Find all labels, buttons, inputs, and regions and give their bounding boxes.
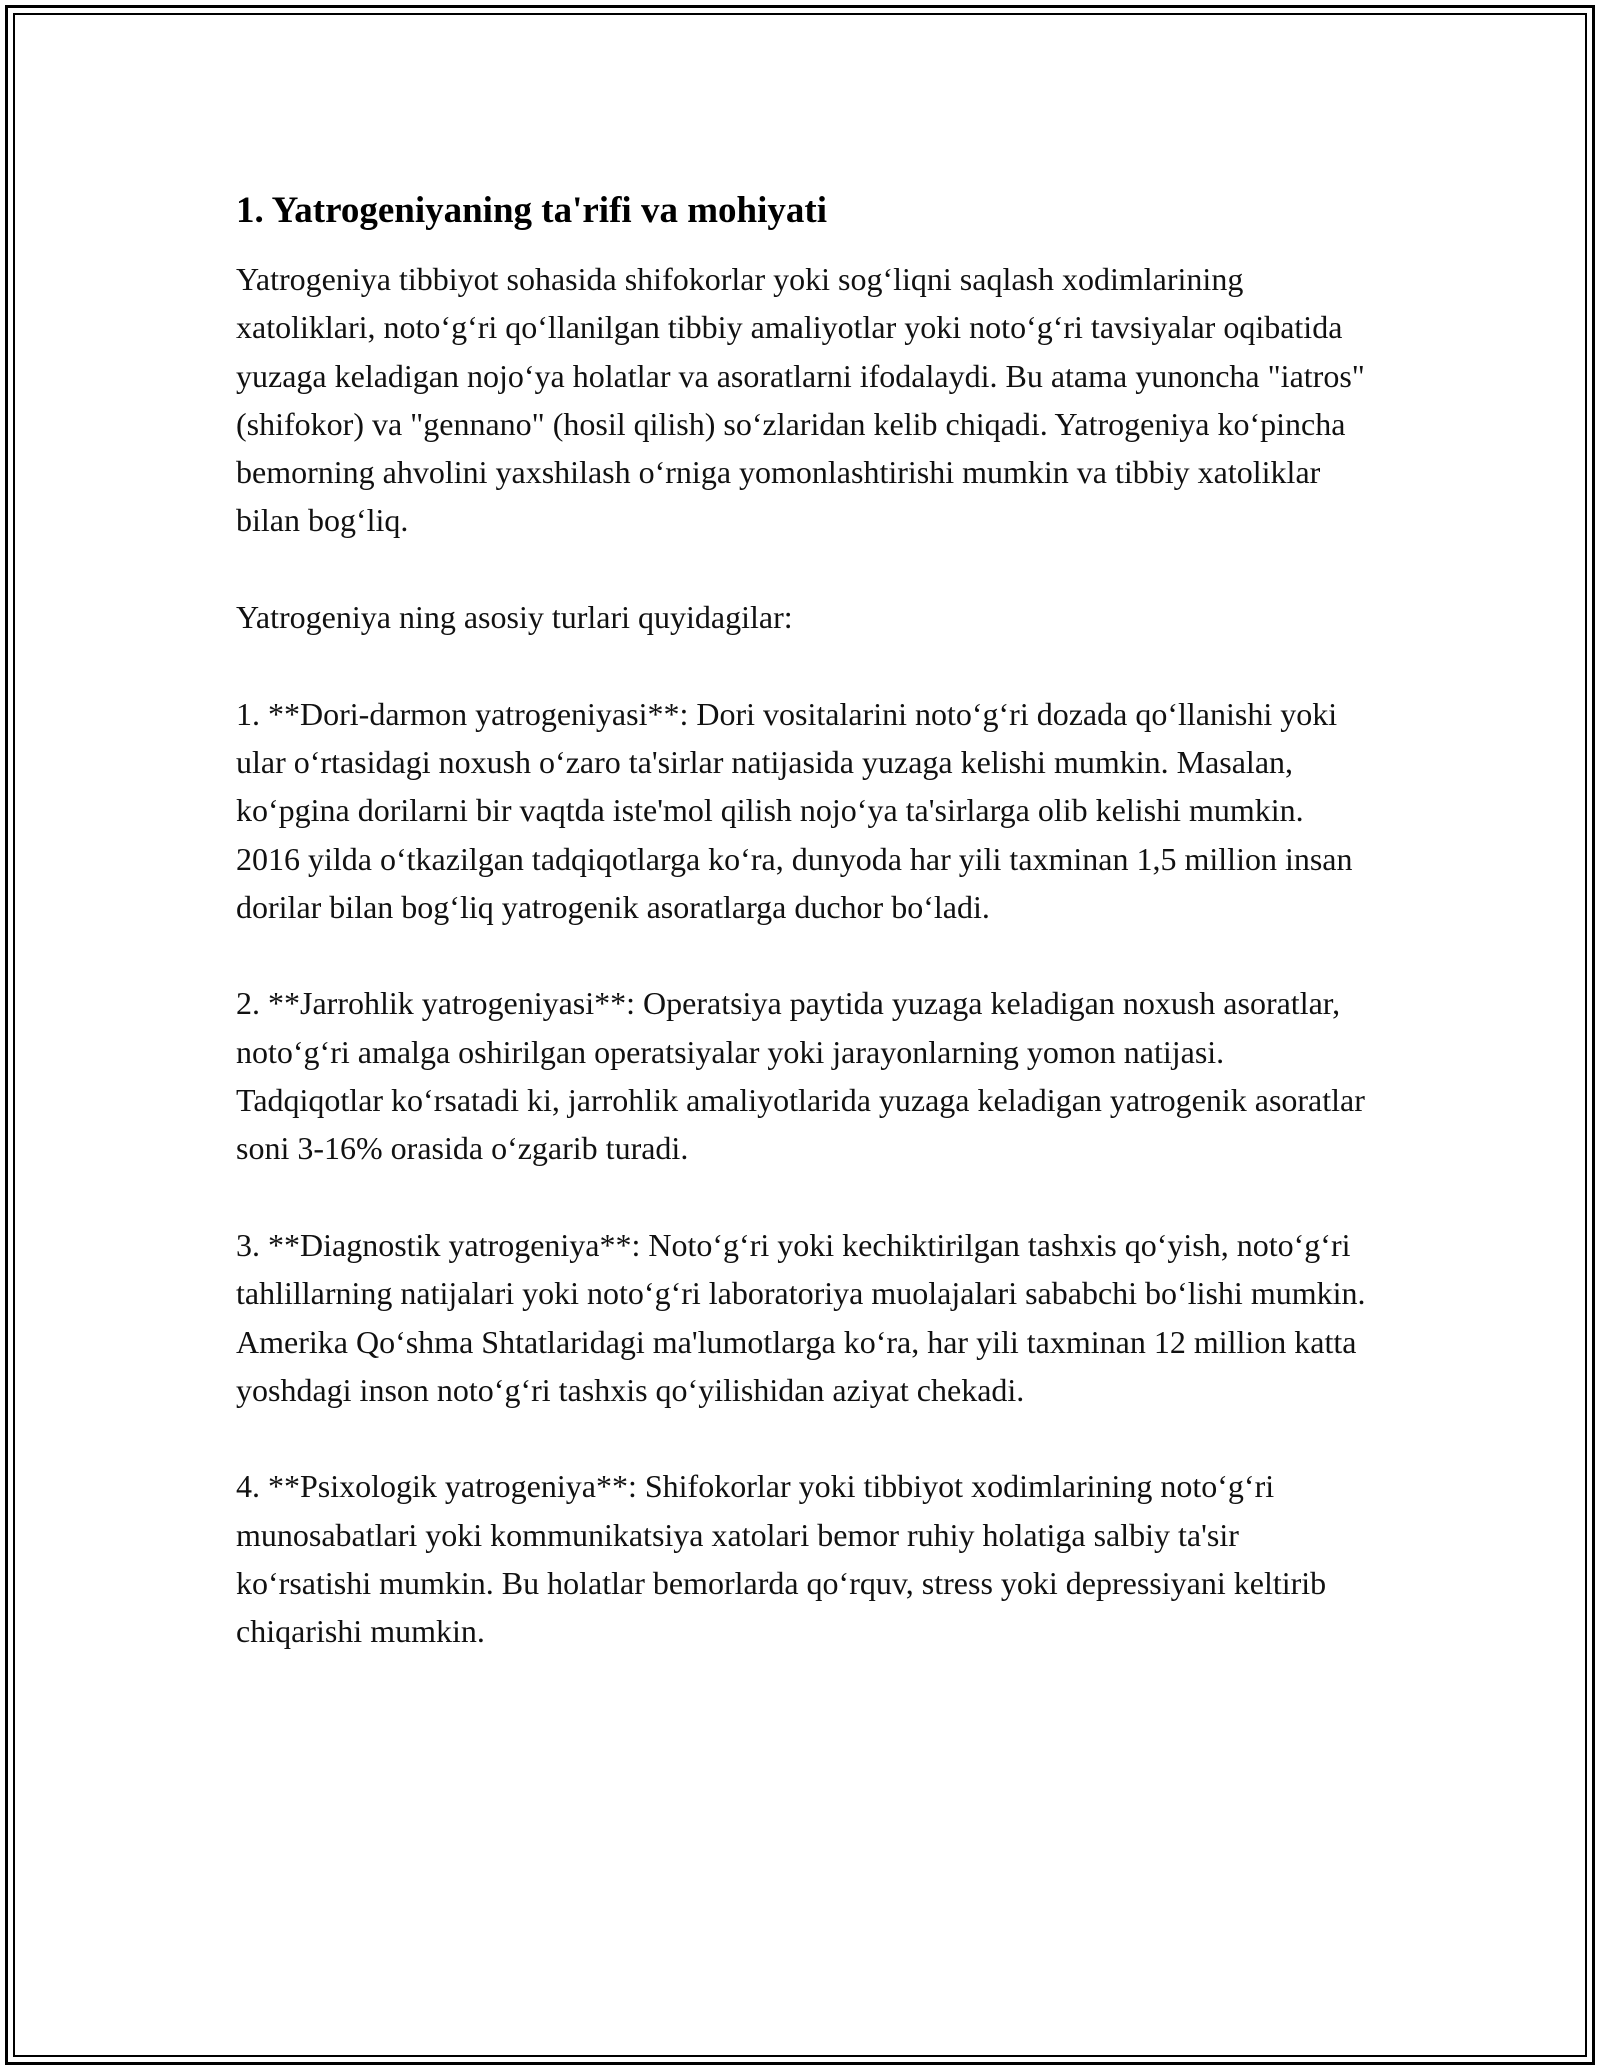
type-item-drug: 1. **Dori-darmon yatrogeniyasi**: Dori vositalarini noto‘g‘ri dozada qo‘llanishi yoki ular o‘rtasidagi noxush o‘zaro ta'sirlar natijasida yuzaga kelishi mumkin. Masalan, ko‘pgina dorilarni bir vaqtda iste'mol qilish nojo‘ya ta'sirlarga olib kelishi mumkin. 2016 yilda o‘tkazilgan tadqiqotlarga ko‘ra, dunyoda har yili taxminan 1,5 million insan dorilar bilan bog‘liq yatrogenik asoratlarga duchor bo‘ladi. xyxy=(236,695,1353,925)
type-item-surgical: 2. **Jarrohlik yatrogeniyasi**: Operatsiya paytida yuzaga keladigan noxush asoratlar, noto‘g‘ri amalga oshirilgan operatsiyalar yoki jarayonlarning yomon natijasi. Tadqiqotlar ko‘rsatadi ki, jarrohlik amaliyotlarida yuzaga keladigan yatrogenik asoratlar soni 3-16% orasida o‘zgarib turadi. xyxy=(236,985,1365,1167)
type-item-diagnostic: 3. **Diagnostik yatrogeniya**: Noto‘g‘ri yoki kechiktirilgan tashxis qo‘yish, noto‘g‘ri tahlillarning natijalari yoki noto‘g‘ri laboratoriya muolajalari sababchi bo‘lishi mumkin. Amerika Qo‘shma Shtatlaridagi ma'lumotlarga ko‘ra, har yili taxminan 12 million katta yoshdagi inson noto‘g‘ri tashxis qo‘yilishidan aziyat chekadi. xyxy=(236,1226,1366,1408)
document-body xyxy=(236,185,1366,1704)
types-lead-paragraph: Yatrogeniya ning asosiy turlari quyidagilar: xyxy=(236,599,793,636)
section-heading: 1. Yatrogeniyaning ta'rifi va mohiyati xyxy=(236,190,827,231)
type-item-psychological: 4. **Psixologik yatrogeniya**: Shifokorlar yoki tibbiyot xodimlarining noto‘g‘ri munosabatlari yoki kommunikatsiya xatolari bemor ruhiy holatiga salbiy ta'sir ko‘rsatishi mumkin. Bu holatlar bemorlarda qo‘rquv, stress yoki depressiyani keltirib chiqarishi mumkin. xyxy=(236,1468,1327,1650)
intro-paragraph: Yatrogeniya tibbiyot sohasida shifokorlar yoki sog‘liqni saqlash xodimlarining xatoliklari, noto‘g‘ri qo‘llanilgan tibbiy amaliyotlar yoki noto‘g‘ri tavsiyalar oqibatida yuzaga keladigan nojo‘ya holatlar va asoratlarni ifodalaydi. Bu atama yunoncha "iatros" (shifokor) va "gennano" (hosil qilish) so‘zlaridan kelib chiqadi. Yatrogeniya ko‘pincha bemorning ahvolini yaxshilash o‘rniga yomonlashtirishi mumkin va tibbiy xatoliklar bilan bog‘liq. xyxy=(236,261,1365,539)
